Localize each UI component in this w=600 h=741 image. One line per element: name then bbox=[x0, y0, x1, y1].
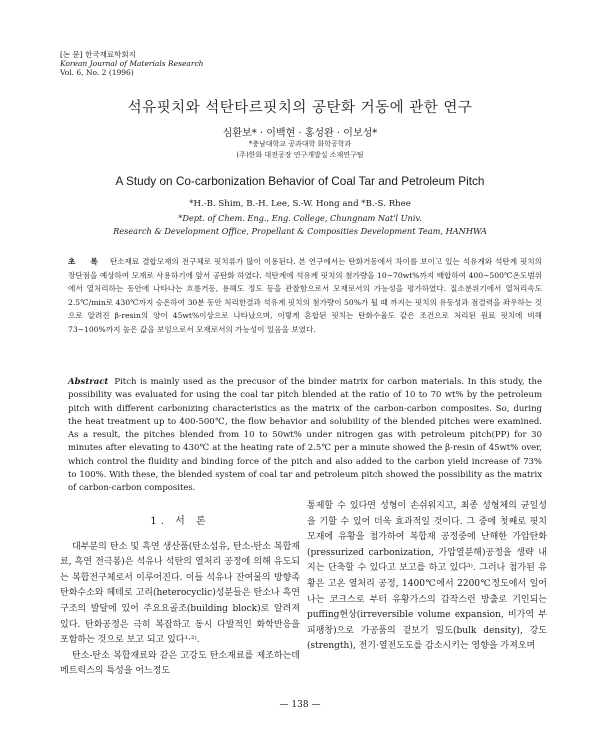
abstract-english bbox=[68, 376, 542, 496]
journal-name-en: Korean Journal of Materials Research bbox=[60, 59, 204, 68]
section-title-introduction: 1. 서 론 bbox=[150, 516, 210, 527]
abstract-english-label: Abstract bbox=[68, 377, 109, 387]
journal-volume: Vol. 6, No. 2 (1996) bbox=[60, 68, 134, 77]
authors-korean: 심환보* · 이백현 · 홍성완 · 이보성* bbox=[222, 128, 378, 139]
body-paragraph: 대부분의 탄소 및 흑연 생산품(탄소섬유, 탄소-탄소 복합재료, 흑연 전극봉)은 석유나 석탄의 열처리 공정에 의해 유도되는 복합전구체로서 이루어진다. 이들 석유나 잔여물의 방향족 탄화수소와 헤테로 고리(heterocyclic)성분들은 탄소나 흑연구조의 발달에 있어 주요요골조(building block)로 알려져 있다. 탄화공정은 극히 복잡하고 동시 다발적인 화학반응을 포함하는 것으로 보고 되고 있다¹·²⁾. bbox=[60, 541, 300, 646]
affiliation-korean-line: *충남대학교 공과대학 화학공학과 bbox=[248, 140, 352, 148]
page-number: — 138 — bbox=[279, 700, 321, 710]
title-korean: 석유핏치와 석탄타르핏치의 공탄화 거동에 관한 연구 bbox=[127, 100, 473, 116]
body-paragraph: 통제할 수 있다면 성형이 손쉬워지고, 최종 성형체의 균일성을 기할 수 있어 더욱 효과적일 것이다. 그 중에 첫째로 핏치 모재에 유황을 첨가하여 복합재 공정중에 난해한 가압탄화(pressurized carbonization, 가압열분해)공정을 생략 내지는 단축할 수 있다고 보고를 하고 있다³⁾. 그러나 첨가된 유황은 고온 열처리 공정, 1400℃에서 2200℃정도에서 일어나는 코크스로 부터 유황가스의 갑작스런 방출로 기인되는 puffing현상(irreversible volume expansion, 비가역 부피팽창)으로 가공품의 겉보기 밀도(bulk density), 강도(strength), 전기·열전도도를 감소시키는 영향을 가져오며 bbox=[307, 501, 547, 652]
abstract-korean bbox=[68, 255, 542, 337]
body-paragraph: 탄소-탄소 복합재료와 같은 고강도 탄소재료를 제조하는데 메트릭스의 특성을 어느정도 bbox=[60, 650, 300, 677]
affiliation-english bbox=[0, 212, 600, 237]
abstract-korean-text: 탄소재료 결합모재의 전구체로 핏치류가 많이 이용된다. 본 연구에서는 탄화거동에서 차이를 보이고 있는 석유계와 석탄계 핏치의 장단점을 예상하여 모재로 사용하기에 앞서 공탄화 하였다. 석탄계에 석유계 핏치의 첨가량을 10~70wt%까지 배합하여 400~500℃온도범위에서 열처리하는 동안에 나타나는 흐름거동, 용해도 정도 등을 관찰함으로서 모재로서의 가능성을 평가하였다. 질소분위기에서 열처리속도 2.5℃/min로 430℃까지 승온하여 30분 동안 처리한결과 석유계 핏치의 첨가량이 50%가 될 때 까지는 핏치의 유동성과 점결력을 좌우하는 것으로 알려진 β-resin의 양이 45wt%이상으로 나타났으며, 이렇게 혼합된 핏치는 탄화수율도 같은 조건으로 처리된 원료 핏치에 비해 73~100%까지 높은 값을 보임으로서 모재로서의 가능성이 있음을 보였다. bbox=[68, 257, 542, 334]
title-english: A Study on Co-carbonization Behavior of Coal Tar and Petroleum Pitch bbox=[115, 174, 485, 188]
affiliation-korean bbox=[0, 139, 600, 160]
authors-english: *H.-B. Shim, B.-H. Lee, S.-W. Hong and *B.-S. Rhee bbox=[189, 199, 411, 209]
affiliation-korean-line: (주)한화 대전공장 연구개발실 소재연구팀 bbox=[236, 150, 364, 159]
affiliation-english-line: *Dept. of Chem. Eng., Eng. College, Chungnam Nat'l Univ. bbox=[178, 213, 422, 223]
body-column-left bbox=[60, 506, 300, 680]
journal-name-ko: [논 문] 한국재료학회지 bbox=[60, 50, 136, 59]
affiliation-english-line: Research & Development Office, Propellant & Composities Development Team, HANHWA bbox=[113, 225, 487, 236]
abstract-korean-label: 초 록 bbox=[68, 257, 104, 266]
abstract-english-text: Pitch is mainly used as the precusor of the binder matrix for carbon materials. In this study, the possibility was evaluated for using the coal tar pitch blended at the ratio of 10 to 70 wt% by the petroleum pitch with different carbonizing characteristics as the matrix of the carbon-carbon composites. So, during the heat treatment up to 400-500℃, the flow behavior and solubility of the blended pitches were examined. As a result, the pitches blended from 10 to 50wt% under nitrogen gas with petroleum pitch(PP) for 30 minutes after elevating to 430℃ at the heating rate of 2.5℃ per a minute showed the β-resin of 45wt% over, which control the fluidity and binding force of the pitch and also added to the carbon yield increase of 73% to 100%. With these, the blended system of coal tar and petroleum pitch showed the possibility as the matrix of carbon-carbon composites. bbox=[68, 377, 542, 494]
body-column-right bbox=[307, 499, 547, 655]
journal-header bbox=[60, 50, 203, 77]
